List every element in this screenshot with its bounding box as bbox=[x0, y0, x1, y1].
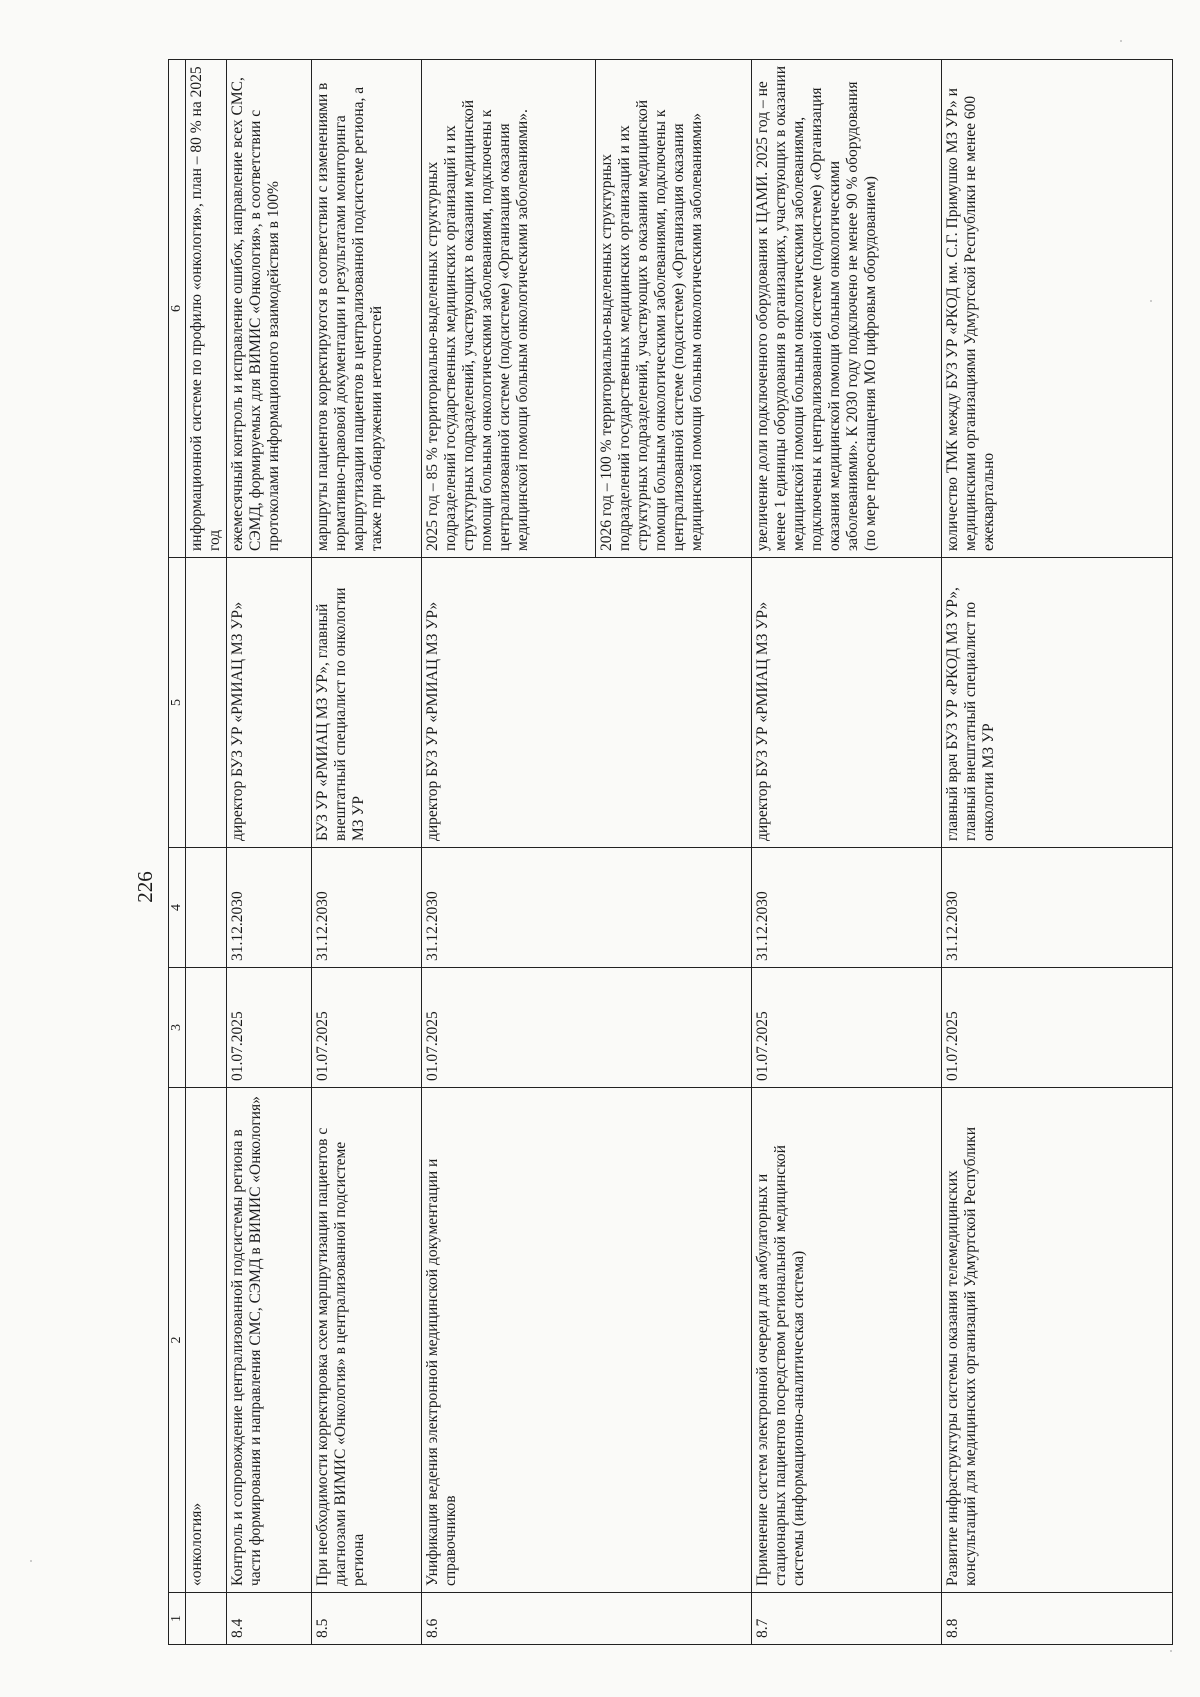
scan-speck bbox=[1170, 1650, 1172, 1652]
row-number: 8.6 bbox=[422, 1593, 752, 1645]
column-header-1: 1 bbox=[169, 1593, 186, 1645]
table-row bbox=[312, 60, 422, 1645]
responsible-cell bbox=[186, 558, 227, 848]
scan-speck bbox=[1120, 40, 1122, 42]
page-number: 226 bbox=[133, 871, 157, 903]
plan-table bbox=[168, 59, 1173, 1645]
start-date-cell bbox=[186, 968, 227, 1088]
task-cell: Унификация ведения электронной медицинской документации и справочников bbox=[422, 1088, 752, 1593]
column-header-6: 6 bbox=[169, 60, 186, 558]
task-cell: При необходимости корректировка схем маршрутизации пациентов с диагнозами ВИМИС «Онкология» в централизованной подсистеме региона bbox=[312, 1088, 422, 1593]
responsible-cell: директор БУЗ УР «РМИАЦ МЗ УР» bbox=[422, 558, 752, 848]
responsible-cell: главный врач БУЗ УР «РКОД МЗ УР», главный внештатный специалист по онкологии МЗ УР bbox=[942, 558, 1173, 848]
table-row bbox=[752, 60, 942, 1645]
column-header-4: 4 bbox=[169, 848, 186, 968]
table-row bbox=[942, 60, 1173, 1645]
result-cell: количество ТМК между БУЗ УР «РКОД им. С.Г. Примушко МЗ УР» и медицинскими организациями Удмуртской Республики не менее 600 ежеквартально bbox=[942, 60, 1173, 558]
end-date-cell bbox=[186, 848, 227, 968]
result-cell: ежемесячный контроль и исправление ошибок, направление всех СМС, СЭМД, формируемых для ВИМИС «Онкология», в соответствии с протоколами информационного взаимодействия в 100% bbox=[227, 60, 312, 558]
end-date-cell: 31.12.2030 bbox=[942, 848, 1173, 968]
row-number: 8.7 bbox=[752, 1593, 942, 1645]
scan-speck bbox=[30, 1560, 32, 1562]
row-number: 8.4 bbox=[227, 1593, 312, 1645]
row-number bbox=[186, 1593, 227, 1645]
end-date-cell: 31.12.2030 bbox=[227, 848, 312, 968]
column-header-5: 5 bbox=[169, 558, 186, 848]
end-date-cell: 31.12.2030 bbox=[312, 848, 422, 968]
table-row bbox=[422, 60, 596, 1645]
responsible-cell: директор БУЗ УР «РМИАЦ МЗ УР» bbox=[227, 558, 312, 848]
start-date-cell: 01.07.2025 bbox=[227, 968, 312, 1088]
task-cell: Применение систем электронной очереди для амбулаторных и стационарных пациентов посредством региональной медицинской системы (информационно-аналитическая система) bbox=[752, 1088, 942, 1593]
start-date-cell: 01.07.2025 bbox=[422, 968, 752, 1088]
result-cell: информационной системе по профилю «онкология», план – 80 % на 2025 год bbox=[186, 60, 227, 558]
end-date-cell: 31.12.2030 bbox=[422, 848, 752, 968]
task-cell: Развитие инфраструктуры системы оказания телемедицинских консультаций для медицинских организаций Удмуртской Республики bbox=[942, 1088, 1173, 1593]
task-cell: Контроль и сопровождение централизованной подсистемы региона в части формирования и направления СМС, СЭМД в ВИМИС «Онкология» bbox=[227, 1088, 312, 1593]
table-row bbox=[186, 60, 227, 1645]
result-cell: маршруты пациентов корректируются в соответствии с изменениями в нормативно-правовой документации и результатами мониторинга маршрутизации пациентов в централизованной подсистеме региона, а также при обнаружении неточностей bbox=[312, 60, 422, 558]
column-header-3: 3 bbox=[169, 968, 186, 1088]
end-date-cell: 31.12.2030 bbox=[752, 848, 942, 968]
start-date-cell: 01.07.2025 bbox=[942, 968, 1173, 1088]
start-date-cell: 01.07.2025 bbox=[312, 968, 422, 1088]
header-row bbox=[169, 60, 186, 1645]
row-number: 8.5 bbox=[312, 1593, 422, 1645]
task-cell: «онкология» bbox=[186, 1088, 227, 1593]
responsible-cell: директор БУЗ УР «РМИАЦ МЗ УР» bbox=[752, 558, 942, 848]
column-header-2: 2 bbox=[169, 1088, 186, 1593]
responsible-cell: БУЗ УР «РМИАЦ МЗ УР», главный внештатный специалист по онкологии МЗ УР bbox=[312, 558, 422, 848]
table-row bbox=[227, 60, 312, 1645]
result-cell-2026: 2026 год – 100 % территориально-выделенных структурных подразделений государственных медицинских организаций и их структурных подразделений, участвующих в оказании медицинской помощи больным онкологическими заболеваниями, подключены к централизованной системе (подсистеме) «Организация оказания медицинской помощи больным онкологическими заболеваниями» bbox=[596, 60, 752, 558]
result-cell-2025: 2025 год – 85 % территориально-выделенных структурных подразделений государственных медицинских организаций и их структурных подразделений, участвующих в оказании медицинской помощи больным онкологическими заболеваниями, подключены к централизованной системе (подсистеме) «Организация оказания медицинской помощи больным онкологическими заболеваниями». bbox=[422, 60, 596, 558]
start-date-cell: 01.07.2025 bbox=[752, 968, 942, 1088]
scan-speck bbox=[1150, 300, 1152, 302]
result-cell: увеличение доли подключенного оборудования к ЦАМИ. 2025 год – не менее 1 единицы оборудования в организациях, участвующих в оказании медицинской помощи больным онкологическими заболеваниями, подключены к централизованной системе (подсистеме) «Организация оказания медицинской помощи больным онкологическими заболеваниями». К 2030 году подключено не менее 90 % оборудования (по мере переоснащения МО цифровым оборудованием) bbox=[752, 60, 942, 558]
row-number: 8.8 bbox=[942, 1593, 1173, 1645]
